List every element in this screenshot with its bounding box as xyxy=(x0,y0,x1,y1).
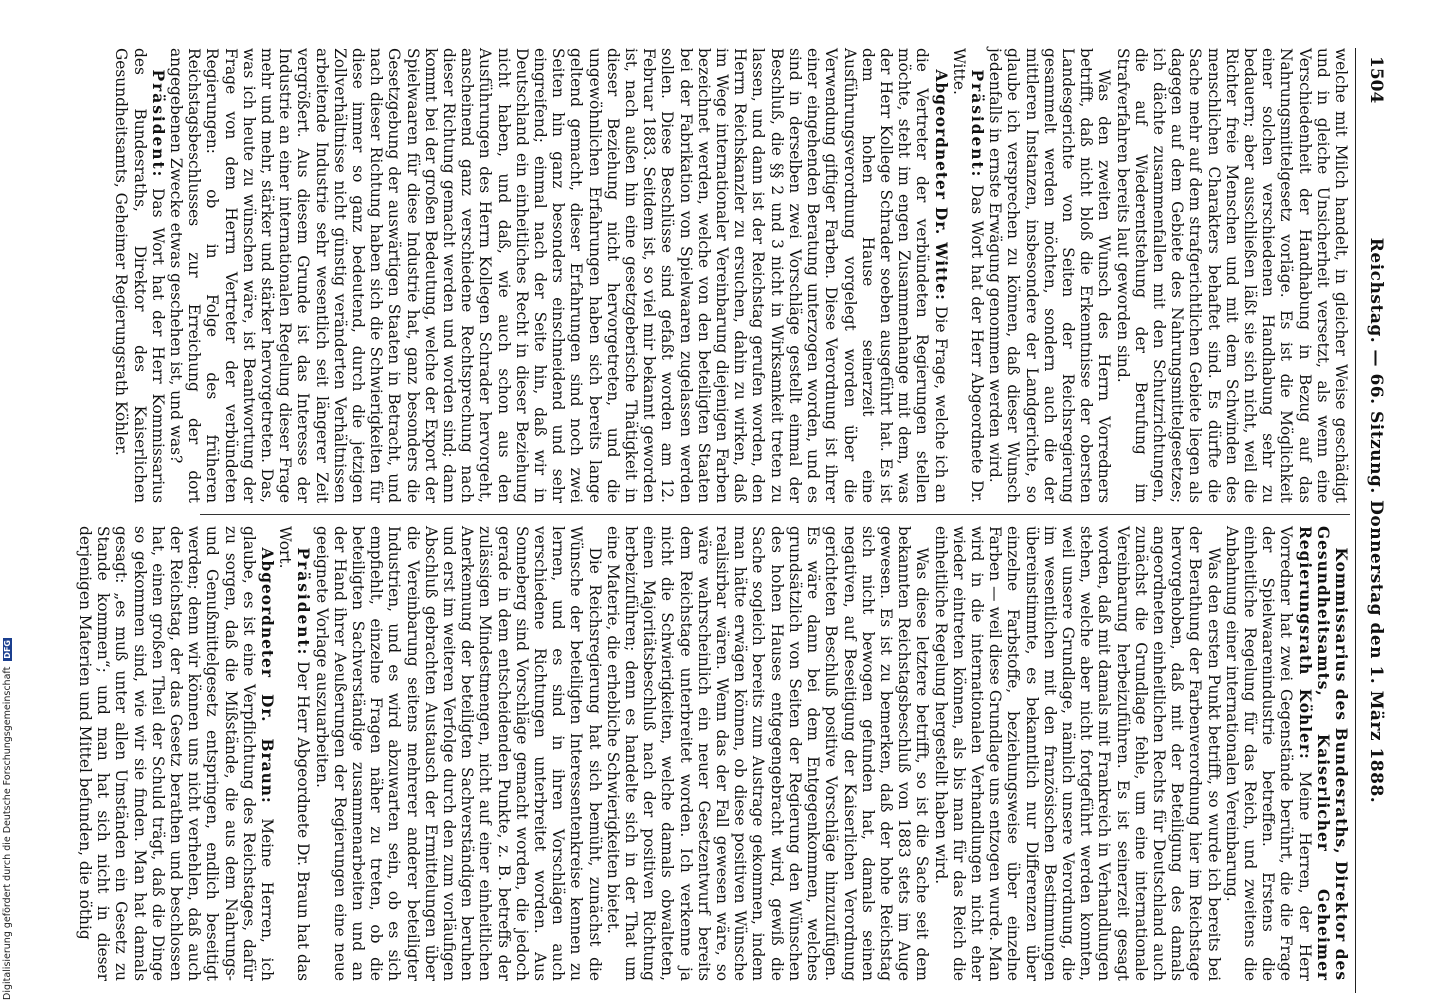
speaker-name: Kommissarius des Bundesraths, Direktor des Gesundheitsamts, Kaiserlicher Geheimer Regierungsrath Köhler: xyxy=(1295,526,1350,981)
paragraph: Was den zweiten Wunsch des Herrn Vorredners betrifft, daß nicht bloß die Erkenntnisse der obersten Landesgerichte von Seiten der Reichsregierung gesammelt werden möchten, sondern auch die der mittleren Instanzen, insbesondere der Landgerichte, so glaube ich versprechen zu können, daß dieser Wunsch jedenfalls in ernste Erwägung genommen werden wird. xyxy=(986,48,1114,503)
rotated-page xyxy=(75,48,1390,993)
speaker-name: Präsident: xyxy=(294,547,313,657)
paragraph: Was diese letztere betrifft, so ist die Sache seit dem bekannten Reichstagsbeschluß von 1883 stets im Auge gewesen. Es ist zu bemerken, daß der hohe Reichstag sich nicht bewogen gefunden hat, damals seinen negativen, auf Beseitigung der Kaiserlichen Verordnung gerichteten Beschluß positive Vorschläge hinzuzufügen. Es wäre dann bei dem Entgegenkommen, welches grundsätzlich von Seiten der Regierung den Wünschen des hohen Hauses entgegengebracht wird, gewiß die Sache sogleich bereits zum Austrage gekommen, indem man hätte erwägen können, ob diese positiven Wünsche realisirbar wären. Wenn das der Fall gewesen wäre, so wäre wahrscheinlich ein neuer Gesetzentwurf bereits dem Reichstage unterbreitet worden. Ich verkenne ja nicht die Schwierigkeiten, welche damals obwalteten, einen Majoritätsbeschluß nach der positiven Richtung herbeizuführen; denn es handelte sich in der That um eine Materie, die erhebliche Schwierigkeiten bietet. xyxy=(603,526,932,981)
speech-text: Meine Herren, der Herr Vorredner hat zwei Gegenstände berührt, die die Frage der Spielwaarenindustrie betreffen. Erstens die einheitliche Regelung für das Reich, und zweitens die Anbahnung einer internationalen Vereinbarung. xyxy=(1222,526,1314,981)
speaker-block xyxy=(950,48,986,503)
digitization-note xyxy=(2,638,13,1000)
speaker-name: Präsident: xyxy=(148,69,167,179)
speaker-text: Das Wort hat der Herr Abgeordnete Dr. Witte. xyxy=(949,48,986,503)
speaker-block xyxy=(76,526,276,981)
speech-text: Die Frage, welche ich an die Vertreter der verbündeten Regierungen stellen möchte, steht im engen Zusammenhange mit dem, was der Herr Kollege Schrader soeben ausgeführt hat. Es ist dem hohen Hause seinerzeit eine Ausführungsverordnung vorgelegt worden über die Verwendung giftiger Farben. Diese Verordnung ist ihrer einer eingehenden Beratung unterzogen worden, und es sind in derselben zwei Vorschläge gestellt einmal der Beschluß, die §§ 2 und 3 nicht in Wirksamkeit treten zu lassen, und dann ist der Reichstag gerufen worden, den Herrn Reichskanzler zu ersuchen, dahin zu wirken, daß im Wege internationaler Vereinbarung diejenigen Farben bezeichnet werden, welche von den beteiligten Staaten bei der Fabrikation von Spielwaaren zugelassen werden sollen. Diese Beschlüsse sind gefaßt worden am 12. Februar 1883. Seitdem ist, so viel mir bekannt geworden ist, nach außen hin eine gesetzgeberische Thätigkeit in dieser Beziehung nicht hervorgetreten, und die ungewöhnlichen Erfahrungen haben sich bereits lange geltend gemacht, dieser Erfahrungen sind noch zwei Seiten hin ganz besonders einschneidend und sehr eingreifend; einmal nach der Seite hin, daß wir in Deutschland ein einheitliches Recht in dieser Beziehung nicht haben, und daß, wie auch schon aus den Ausführungen des Herrn Kollegen Schrader hervorgeht, anscheinend ganz verschiedene Rechtsprechung nach dieser Richtung gemacht werden und worden sind; dann kommt bei der großen Bedeutung, welche der Export der Spielwaaren für diese Industrie hat, ganz besonders die Gesetzgebung der auswärtigen Staaten in Betracht, und nach dieser Richtung haben sich die Schwierigkeiten für diese immer so ganz bedeutend, durch die jetzigen Zollverhältnisse nicht günstig veränderten Verhältnissen arbeitende Industrie sehr wesentlich seit längerer Zeit vergrößert. Aus diesem Grunde ist das Interesse der Industrie an einer internationalen Regelung dieser Frage mehr und mehr, stärker und stärker hervorgetreten. Das, was ich heute zu wünschen wäre, ist Beantwortung der Frage von dem Herrn Vertreter der verbündeten Regierungen: ob in Folge des früheren Reichstagsbeschlusses zur Erreichung der dort angegebenen Zwecke etwas geschehen ist, und was? xyxy=(167,48,950,503)
speech-text: Meine Herren, ich glaube, es ist eine Verpflichtung des Reichstages, dafür zu sorgen, daß die Mißstände, die aus dem Nahrungs- und Genußmittelgesetz entspringen, endlich beseitigt werden; denn wir können uns nicht verhehlen, daß auch der Reichstag, der das Gesetz berathen und beschlossen hat, einen großen Theil der Schuld trägt, daß die Dinge so gekommen sind, wie wir sie finden. Man hat damals gesagt: „es muß unter allen Umständen ein Gesetz zu Stande kommen“; und man hat sich nicht in dieser derjenigen Materien und Mittel befunden, die nöthig xyxy=(75,526,277,981)
speaker-block xyxy=(167,48,950,503)
page-number: 1504 xyxy=(1366,56,1386,104)
right-column xyxy=(76,526,1350,981)
speaker-block xyxy=(112,48,167,503)
paragraph: welche mit Milch handelt, in gleicher Weise geschädigt und in gleiche Unsicherheit versetzt, als wenn eine Verschiedenheit der Handhabung in Bezug auf das Nahrungsmittelgesetz vorläge. Es ist die Möglichkeit einer solchen verschiedenen Handhabung sehr zu bedauern; aber ausschließen läßt sie sich nicht, weil die Richter freie Menschen und mit dem Schwinden des menschlichen Charakters behaftet sind. Es dürfte die Sache mehr auf dem strafgerichtlichen Gebiete liegen als dagegen auf dem Gebiete des Nahrungsmittelgesetzes; ich dächte zusammenfallen mit den Schutzrichtungen, die auf Wiederentstehung der Berufung im Strafverfahren bereits laut geworden sind. xyxy=(1113,48,1350,503)
paragraph: Die Reichsregierung hat sich bemüht, zunächst die Wünsche der beteiligten Interessentenkreise kennen zu lernen, und es sind in ihren Vorschlägen auch verschiedene Richtungen unterbreitet worden. Aus Sonneberg sind Vorschläge gemacht worden, die jedoch gerade in dem entscheidenden Punkte, z. B. betreffs der zulässigen Mindestmengen, nicht auf einer einheitlichen Anerkennung der beteiligten Sachverständigen beruhen und erst im weiteren Verfolge durch den zum vorläufigen Abschluß gebrachten Austausch der Ermittelungen über die Vereinbarung seitens mehrerer anderer beteiligter Industrien, und es wird abzuwarten sein, ob es sich empfiehlt, einzelne Fragen näher zu treten, ob die beteiligten Sachverständige zusammenarbeiten und an der Hand ihrer Aeußerungen der Regierungen eine neue geeignete Vorlage auszuarbeiten. xyxy=(312,526,604,981)
page-title: Reichstag. — 66. Sitzung. Donnerstag den 1. März 1888. xyxy=(1366,237,1386,804)
speaker-block xyxy=(276,526,312,981)
speaker-block xyxy=(1223,526,1350,981)
digitization-text: Digitalisierung gefördert durch die Deutsche Forschungsgemeinschaft xyxy=(2,666,13,1000)
speaker-name: Abgeordneter Dr. Witte: xyxy=(931,69,950,301)
speaker-text: Das Wort hat der Herr Kommissarius des Bundesraths, Direktor des Kaiserlichen Gesundheitsamts, Geheimer Regierungsrath Köhler. xyxy=(112,48,167,503)
paragraph: Was den ersten Punkt betrifft, so wurde ich bereits bei der Berathung der Farbenverordnung hier im Reichstage hervorgehoben, daß mit der Beteiligung des damals angeordneten einheitlichen Rechts für Deutschland auch zunächst die Grundlage fehle, um eine internationale Vereinbarung herbeizuführen. Es ist seinerzeit gesagt worden, daß mit damals mit Frankreich in Verhandlungen stehen, welche aber nicht fortgeführt werden konnten, weil unsere Grundlage, nämlich unsere Verordnung, die im wesentlichen mit den französischen Bestimmungen übereinstimmte, es bekanntlich nur Differenzen über einzelne Farbstoffe, beziehungsweise über einzelne Farben — weil diese Grundlage uns entzogen wurde. Man wird in die internationalen Verhandlungen nicht eher wieder eintreten können, als bis man für das Reich die einheitliche Regelung hergestellt haben wird. xyxy=(931,526,1223,981)
speaker-text: Der Herr Abgeordnete Dr. Braun hat das Wort. xyxy=(276,526,313,981)
dfg-logo: DFG xyxy=(3,640,12,659)
column-divider xyxy=(200,514,1350,515)
page-header xyxy=(1355,48,1390,993)
speaker-name: Abgeordneter Dr. Braun: xyxy=(258,547,277,804)
speaker-name: Präsident: xyxy=(967,69,986,179)
left-column xyxy=(112,48,1350,503)
